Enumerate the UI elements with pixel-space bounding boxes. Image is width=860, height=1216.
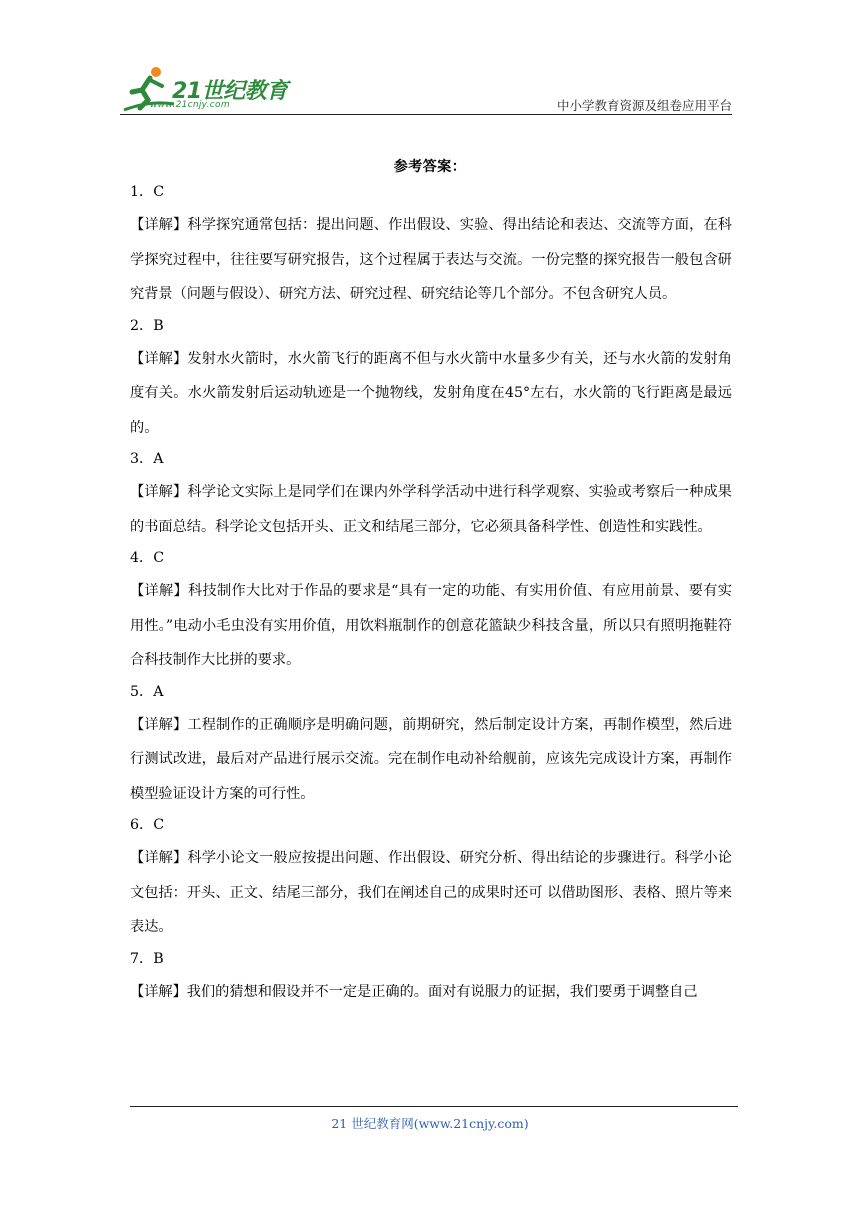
answer-item xyxy=(130,813,732,945)
explanation-tag: 【详解】 xyxy=(130,850,188,866)
explanation-text: 工程制作的正确顺序是明确问题，前期研究，然后制定设计方案，再制作模型，然后进行测试改进，最后对产品进行展示交流。完在制作电动补给舰前，应该先完成设计方案，再制作模型验证设计方案的可行性。 xyxy=(130,716,732,802)
answer-explanation xyxy=(130,574,732,678)
answer-item xyxy=(130,947,732,1010)
footer-divider xyxy=(130,1106,738,1107)
answer-number: 2．B xyxy=(130,317,164,334)
answer-item xyxy=(130,546,732,678)
answer-list xyxy=(130,180,732,1011)
explanation-text: 发射水火箭时，水火箭飞行的距离不但与水火箭中水量多少有关，还与水火箭的发射角度有关。水火箭发射后运动轨迹是一个抛物线，发射角度在45°左右，水火箭的飞行距离是最远的。 xyxy=(130,350,732,436)
footer-link[interactable]: 21 世纪教育网(www.21cnjy.com) xyxy=(331,1116,529,1131)
answer-number: 5．A xyxy=(130,683,164,700)
logo-brand-text: 21世纪教育 xyxy=(172,79,288,104)
answer-explanation xyxy=(130,475,732,544)
page-title: 参考答案： xyxy=(393,159,467,175)
explanation-tag: 【详解】 xyxy=(130,484,188,500)
explanation-text: 我们的猜想和假设并不一定是正确的。面对有说服力的证据，我们要勇于调整自己 xyxy=(186,983,698,1000)
answer-item xyxy=(130,680,732,812)
answer-explanation xyxy=(130,708,732,812)
explanation-text: 科学小论文一般应按提出问题、作出假设、研究分析、得出结论的步骤进行。科学小论文包括：开头、正文、结尾三部分，我们在阐述自己的成果时还可 以借助图形、表格、照片等来表达。 xyxy=(130,850,732,935)
answer-item xyxy=(130,180,732,312)
answer-number: 4．C xyxy=(130,550,165,566)
logo xyxy=(120,62,300,116)
header-platform-text: 中小学教育资源及组卷应用平台 xyxy=(556,98,732,113)
explanation-text: 科技制作大比对于作品的要求是“具有一定的功能、有实用价值、有应用前景、要有实用性。”电动小毛虫没有实用价值，用饮料瓶制作的创意花篮缺少科技含量，所以只有照明拖鞋符合科技制作大比拼的要求。 xyxy=(130,583,732,668)
header-divider xyxy=(120,114,732,115)
explanation-tag: 【详解】 xyxy=(130,217,188,233)
explanation-tag: 【详解】 xyxy=(130,983,187,1000)
explanation-text: 科学探究通常包括：提出问题、作出假设、实验、得出结论和表达、交流等方面，在科学探究过程中，往往要写研究报告，这个过程属于表达与交流。一份完整的探究报告一般包含研究背景（问题与假设）、研究方法、研究过程、研究结论等几个部分。不包含研究人员。 xyxy=(130,217,732,302)
explanation-tag: 【详解】 xyxy=(130,716,188,733)
explanation-text: 科学论文实际上是同学们在课内外学科学活动中进行科学观察、实验或考察后一种成果的书面总结。科学论文包括开头、正文和结尾三部分，它必须具备科学性、创造性和实践性。 xyxy=(130,484,732,535)
explanation-tag: 【详解】 xyxy=(130,583,189,599)
answer-number: 1．C xyxy=(130,184,165,200)
answer-number: 3．A xyxy=(130,451,164,467)
answer-explanation xyxy=(130,208,732,312)
answer-explanation xyxy=(130,841,732,945)
logo-url-text: www.21cnjy.com xyxy=(150,100,230,110)
answer-explanation xyxy=(130,342,732,446)
answer-number: 6．C xyxy=(130,817,165,833)
answer-number: 7．B xyxy=(130,950,164,967)
answer-item xyxy=(130,447,732,544)
answer-explanation xyxy=(130,975,732,1010)
answer-item xyxy=(130,314,732,446)
page-header xyxy=(120,62,732,122)
explanation-tag: 【详解】 xyxy=(130,350,188,367)
